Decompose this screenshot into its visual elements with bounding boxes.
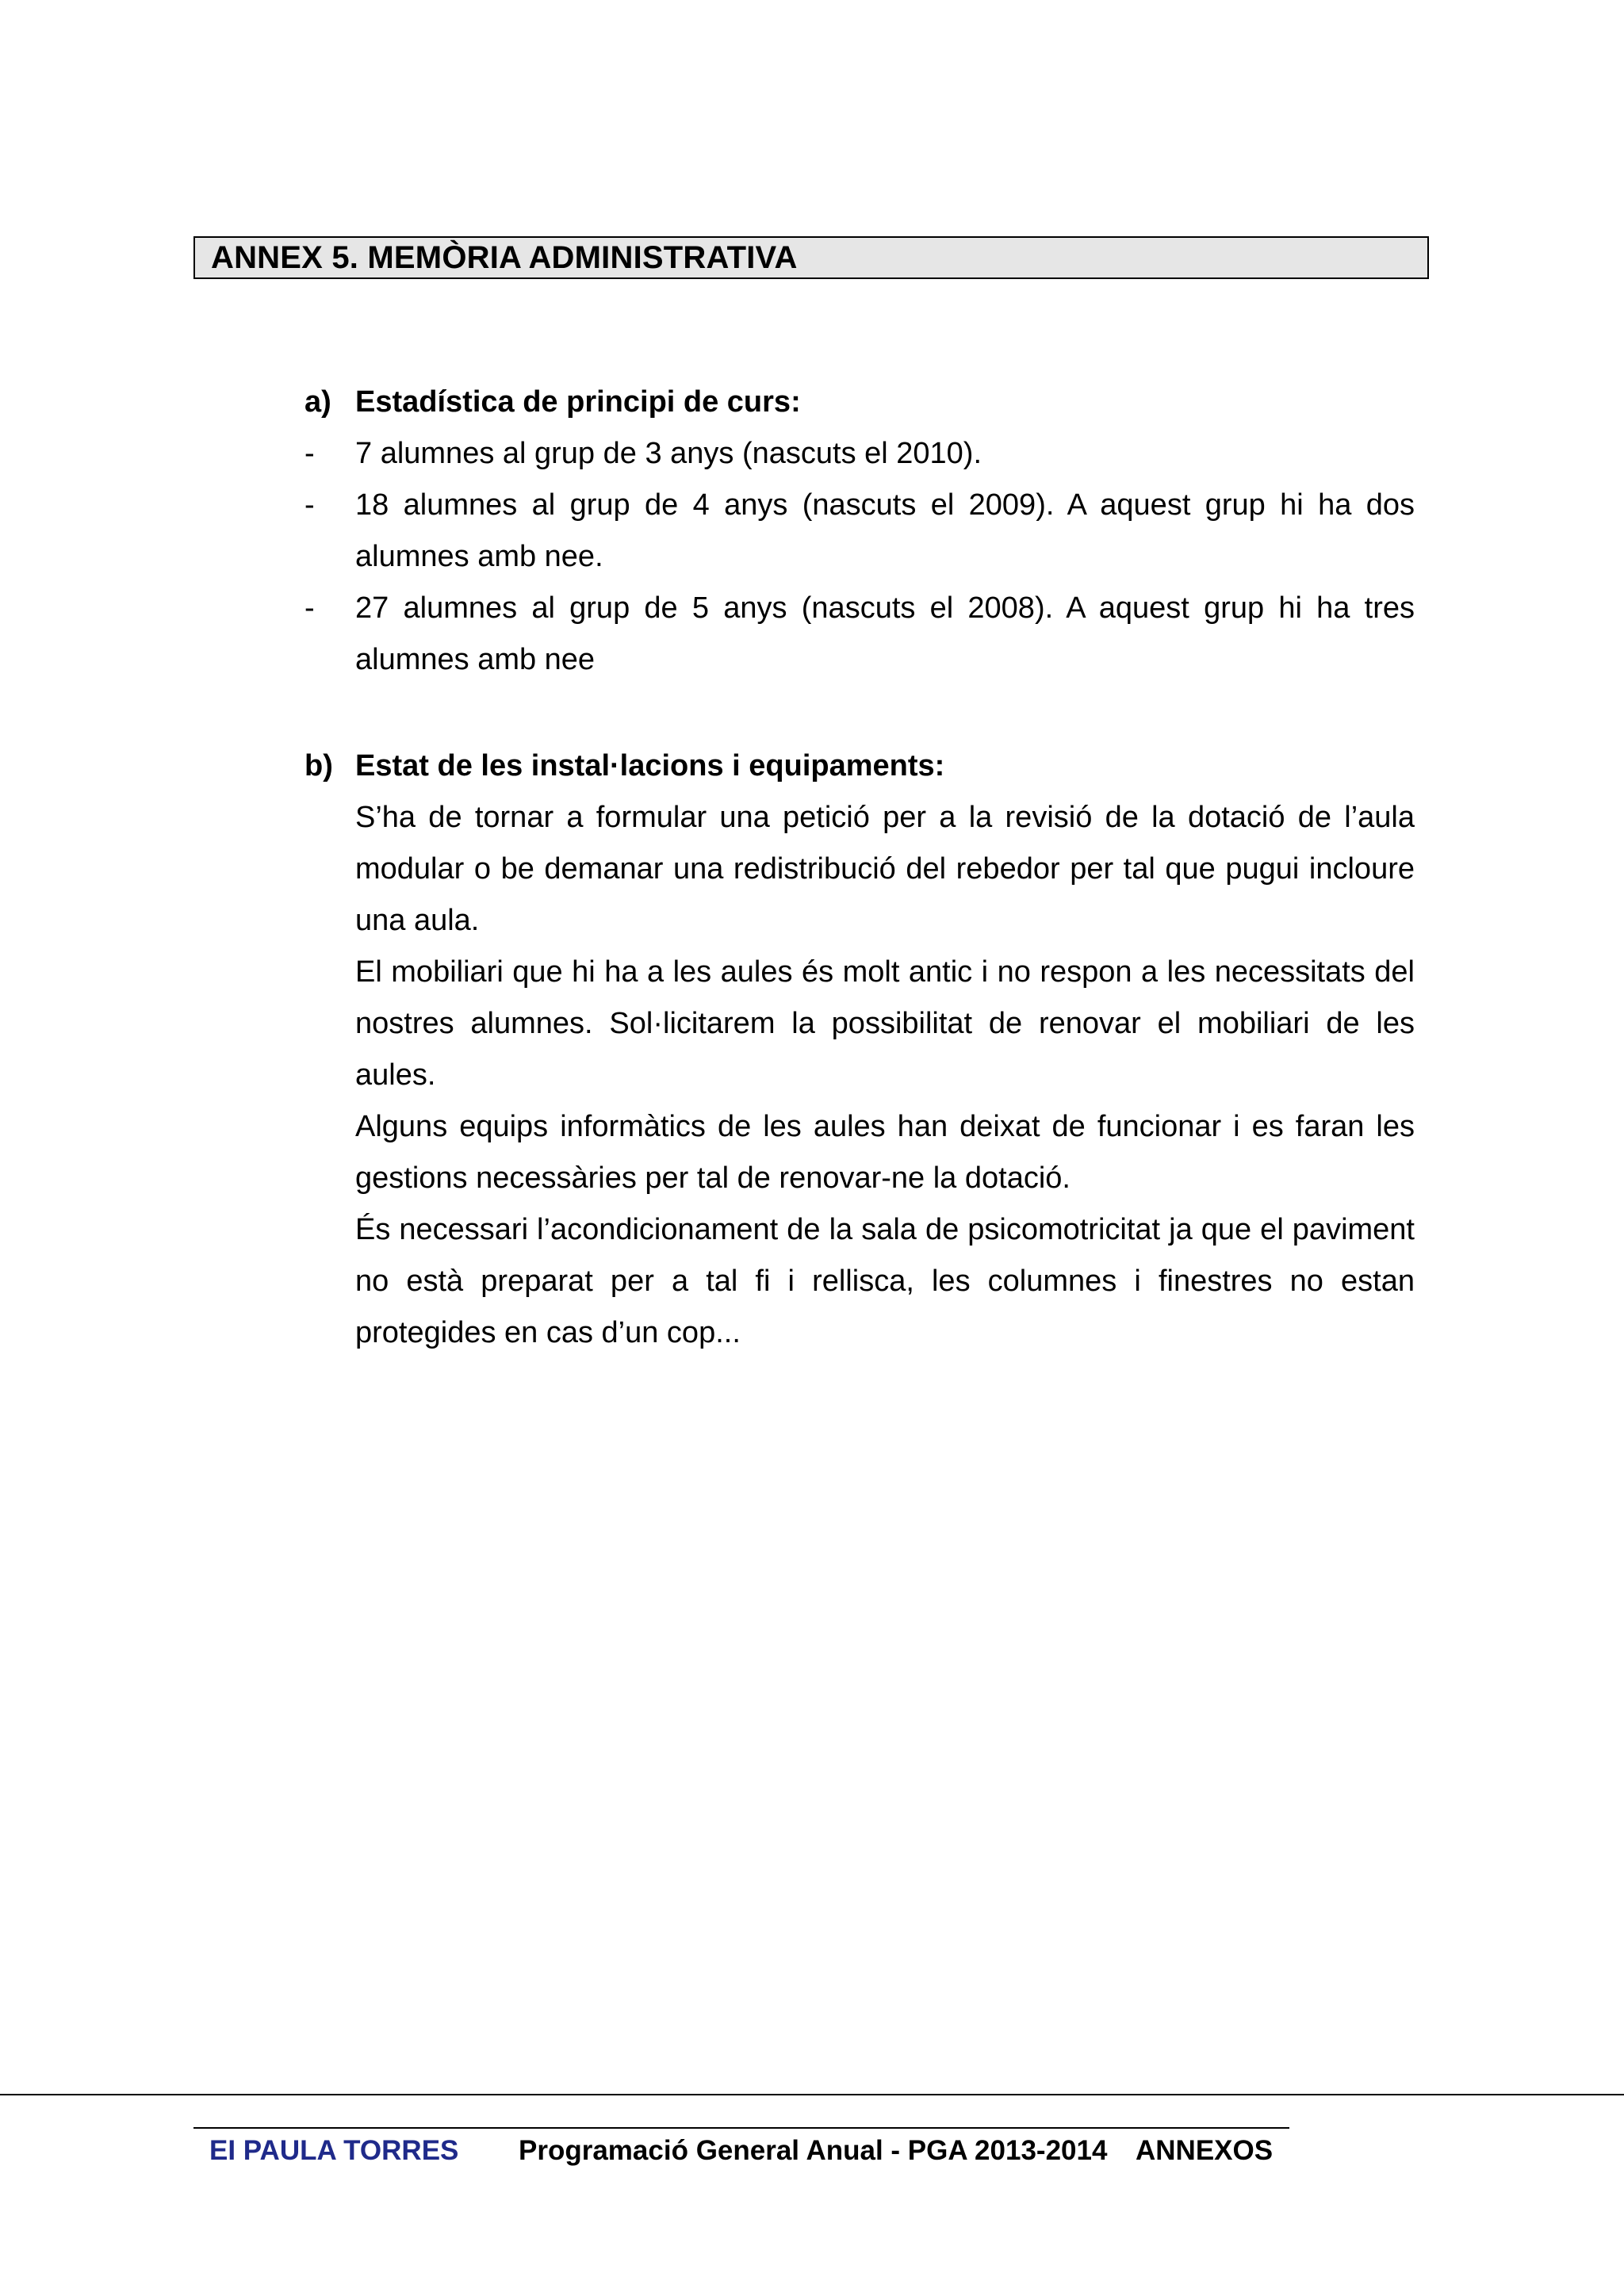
section-a-letter: a): [304, 385, 331, 419]
paragraph: El mobiliari que hi ha a les aules és molt antic i no respon a les necessitats del nostres alumnes. Sol·licitarem la possibilitat de renovar el mobiliari de les aules.: [355, 955, 1415, 1092]
page-footer: [209, 2131, 1273, 2171]
footer-rule: [193, 2127, 1289, 2129]
section-b-letter: b): [304, 748, 333, 783]
list-item-text: 7 alumnes al grup de 3 anys (nascuts el 2010).: [355, 437, 982, 470]
list-dash: -: [304, 488, 315, 522]
section-statistics: [304, 376, 1415, 686]
section-facilities: [304, 740, 1415, 1359]
footer-section-label: ANNEXOS: [1136, 2135, 1274, 2166]
list-item-text: 18 alumnes al grup de 4 anys (nascuts el 2009). A aquest grup hi ha dos alumnes amb nee.: [355, 488, 1415, 573]
section-b-heading: [304, 740, 1415, 792]
list-item: [304, 428, 1415, 480]
list-dash: -: [304, 437, 315, 470]
section-b-body: [355, 792, 1415, 1359]
list-item-text: 27 alumnes al grup de 5 anys (nascuts el 2008). A aquest grup hi ha tres alumnes amb nee: [355, 591, 1415, 676]
footer-program-title: Programació General Anual - PGA 2013-2014: [519, 2135, 1108, 2166]
paragraph: Alguns equips informàtics de les aules han deixat de funcionar i es faran les gestions necessàries per tal de renovar-ne la dotació.: [355, 1110, 1415, 1195]
list-dash: -: [304, 591, 315, 625]
footer-divider: [0, 2094, 1624, 2095]
section-a-heading: [304, 376, 1415, 428]
annex-heading: ANNEX 5. MEMÒRIA ADMINISTRATIVA: [211, 239, 798, 275]
paragraph: S’ha de tornar a formular una petició per a la revisió de la dotació de l’aula modular o be demanar una redistribució del rebedor per tal que pugui incloure una aula.: [355, 801, 1415, 937]
section-a-title: Estadística de principi de curs:: [355, 385, 801, 419]
section-b-title: Estat de les instal·lacions i equipaments:: [355, 748, 945, 783]
paragraph: És necessari l’acondicionament de la sala de psicomotricitat ja que el paviment no està preparat per a tal fi i rellisca, les columnes i finestres no estan protegides en cas d’un cop...: [355, 1213, 1415, 1349]
list-item: [304, 480, 1415, 583]
annex-heading-box: [193, 236, 1429, 279]
list-item: [304, 583, 1415, 686]
footer-school-name: EI PAULA TORRES: [209, 2135, 459, 2166]
